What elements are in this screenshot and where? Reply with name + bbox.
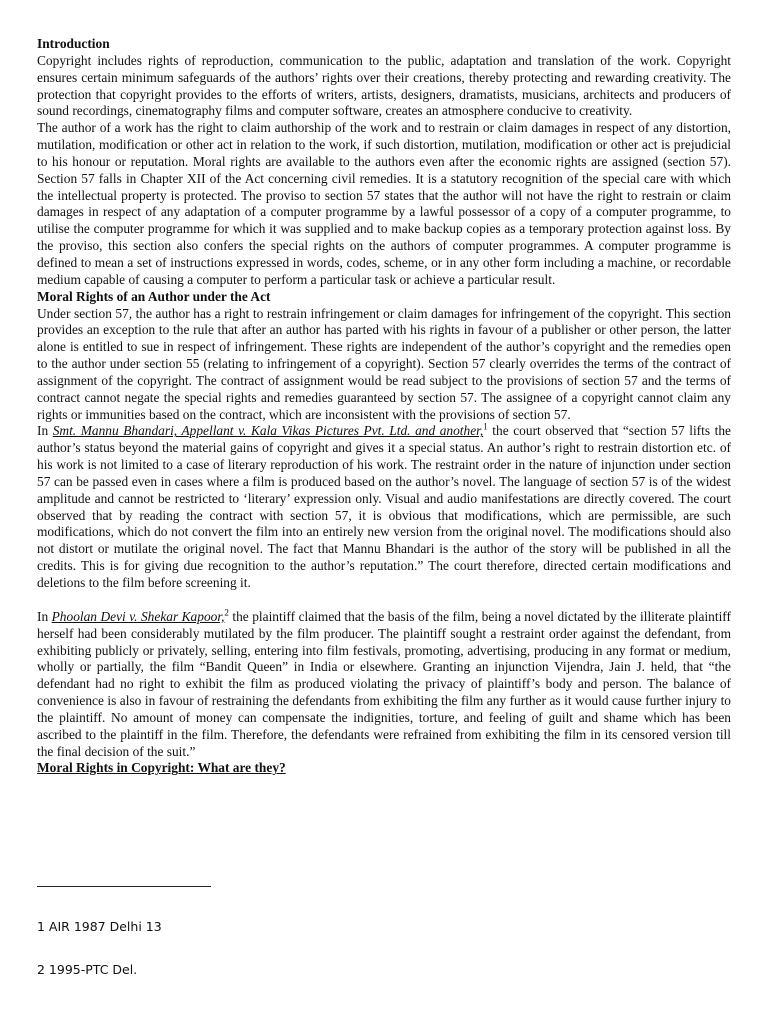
what-are-they-heading: Moral Rights in Copyright: What are they?: [37, 760, 286, 776]
phoolan-devi-paragraph: [37, 609, 731, 761]
document-body: [37, 36, 731, 777]
intro-heading: Introduction: [37, 36, 110, 51]
case1-text: the court observed that “section 57 lifts the author’s status beyond the material gains of copyright and gives it a special status. An author’s right to restrain distortion etc. of his work is not limited to a case of literary reproduction of his work. The restraint order in the nature of injunction under section 57 can be passed even in cases where a film is produced based on the author’s novel. The language of section 57 is of the widest amplitude and cannot be restricted to ‘literary’ expression only. Visual and audio manifestations are directly covered. The court observed that by reading the contract with section 57, it is obvious that modifications, which are permissible, are such modifications, which do not convert the film into an entirely new version from the original novel. The modifications should also not distort or mutilate the original novel. The fact that Mannu Bhandari is the author of the story will be published in all the credits. This is for giving due recognition to the author’s reputation.” The court therefore, directed certain modifications and deletions to the film before screening it.: [37, 423, 731, 590]
case2-text: the plaintiff claimed that the basis of the film, being a novel dictated by the illiterate plaintiff herself had been considerably mutilated by the film producer. The plaintiff sought a restraint order against the defendant, from exhibiting publicly or privately, selling, entering into film festivals, promoting, advertising, producing in any format or medium, wholly or partially, the film “Bandit Queen” in India or elsewhere. Granting an injunction Vijendra, Jain J. held, that “the defendant had no right to exhibit the film as produced violating the privacy of plaintiff’s body and person. The balance of convenience is also in favour of restraining the defendants from exhibiting the film any further as it would cause further injury to the plaintiff. No amount of money can compensate the indignities, torture, and feeling of guilt and shame which has been ascribed to the plaintiff in the film. Therefore, the defendants were refrained from exhibiting the film in its censored version till the final decision of the suit.”: [37, 608, 731, 759]
moral-rights-heading: Moral Rights of an Author under the Act: [37, 288, 271, 304]
intro-paragraph-2: The author of a work has the right to claim authorship of the work and to restrain or claim damages in respect of any distortion, mutilation, modification or other act in relation to the work, if such distortion, mutilation, modification or other act is prejudicial to his honour or reputation. Moral rights are available to the authors even after the economic rights are assigned (section 57). Section 57 falls in Chapter XII of the Act concerning civil remedies. It is a statutory recognition of the special care with which the intellectual property is protected. The proviso to section 57 states that the author will not have the right to restrain or claim damages in respect of any adaptation of a computer programme by a lawful possessor of a copy of a computer programme, to utilise the computer programme for which it was supplied and to make backup copies as a temporary protection against loss. By the proviso, this section also confers the special rights on the authors of computer programmes. A computer programme is defined to mean a set of instructions expressed in words, codes, scheme, or in any other form including a machine, or recordable medium capable of causing a computer to perform a particular task or achieve a particular result.: [37, 120, 731, 287]
paragraph-gap: [37, 592, 731, 609]
case2-citation: Phoolan Devi v. Shekar Kapoor,: [51, 608, 225, 624]
footnote-ref-2: 2: [224, 607, 229, 618]
footnote-separator: [37, 886, 211, 887]
intro-paragraph-1: Copyright includes rights of reproduction, communication to the public, adaptation and translation of the work. Copyright ensures certain minimum safeguards of the authors’ rights over their creations, thereby protecting and rewarding creativity. The protection that copyright provides to the efforts of writers, artists, designers, dramatists, musicians, architects and producers of sound recordings, cinematography films and computer software, creates an atmosphere conducive to creativity.: [37, 52, 731, 119]
case2-prefix: In: [37, 608, 52, 624]
footnote-1: 1 AIR 1987 Delhi 13: [37, 919, 162, 934]
footnote-2: 2 1995-PTC Del.: [37, 962, 138, 977]
mannu-bhandari-paragraph: [37, 423, 731, 591]
case1-citation: Smt. Mannu Bhandari, Appellant v. Kala Vikas Pictures Pvt. Ltd. and another,: [52, 423, 484, 439]
case1-prefix: In: [37, 423, 53, 439]
moral-rights-paragraph: Under section 57, the author has a right to restrain infringement or claim damages for infringement of the copyright. This section provides an exception to the rule that after an author has parted with his rights in favour of a publisher or other person, the latter alone is entitled to sue in respect of infringement. These rights are independent of the author’s copyright and the remedies open to the author under section 55 (relating to infringement of a copyright). Section 57 clearly overrides the terms of the contract of assignment of the copyright. The contract of assignment would be read subject to the provisions of section 57 and the terms of contract cannot negate the special rights and remedies guaranteed by section 57. The assignee of a copyright cannot claim any rights or immunities based on the contract, which are inconsistent with the provisions of section 57.: [37, 305, 731, 422]
footnote-ref-1: 1: [483, 421, 488, 432]
